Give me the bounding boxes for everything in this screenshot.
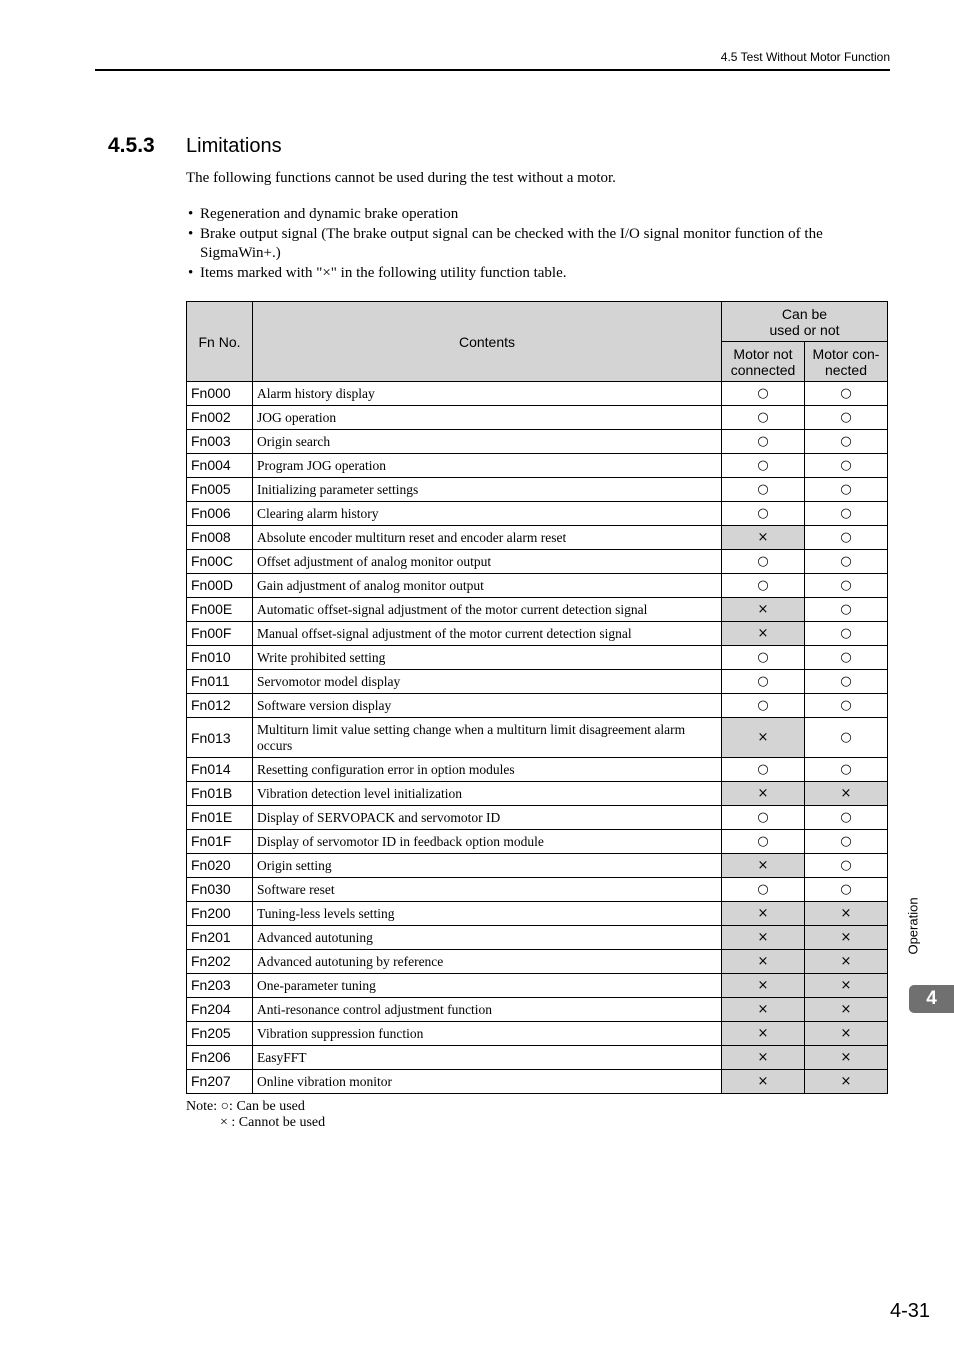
table-row <box>187 526 888 550</box>
fn-number-cell: Fn006 <box>187 502 253 526</box>
motor-not-connected-cell: ○ <box>722 806 805 830</box>
fn-number-cell: Fn01B <box>187 782 253 806</box>
motor-connected-cell: ○ <box>805 758 888 782</box>
header-contents: Contents <box>253 302 722 382</box>
motor-not-connected-cell: × <box>722 782 805 806</box>
table-row <box>187 718 888 758</box>
table-row <box>187 830 888 854</box>
contents-cell: Write prohibited setting <box>253 646 722 670</box>
header-can-be-used: Can be used or not <box>722 302 888 342</box>
motor-not-connected-cell: ○ <box>722 550 805 574</box>
table-row <box>187 382 888 406</box>
motor-not-connected-cell: × <box>722 1022 805 1046</box>
motor-connected-cell: ○ <box>805 382 888 406</box>
motor-not-connected-cell: × <box>722 998 805 1022</box>
motor-connected-cell: × <box>805 1070 888 1094</box>
header-fn-no: Fn No. <box>187 302 253 382</box>
table-row <box>187 902 888 926</box>
motor-not-connected-cell: × <box>722 926 805 950</box>
motor-not-connected-cell: ○ <box>722 382 805 406</box>
fn-number-cell: Fn011 <box>187 670 253 694</box>
table-row <box>187 478 888 502</box>
contents-cell: One-parameter tuning <box>253 974 722 998</box>
fn-number-cell: Fn002 <box>187 406 253 430</box>
contents-cell: Program JOG operation <box>253 454 722 478</box>
contents-cell: Absolute encoder multiturn reset and encoder alarm reset <box>253 526 722 550</box>
fn-number-cell: Fn000 <box>187 382 253 406</box>
table-row <box>187 1046 888 1070</box>
contents-cell: Advanced autotuning <box>253 926 722 950</box>
note-can-be-used: Note: ○: Can be used <box>186 1099 305 1114</box>
page-number: 4-31 <box>889 1300 930 1322</box>
motor-connected-cell: × <box>805 950 888 974</box>
bullet-item: • Brake output signal (The brake output signal can be checked with the I/O signal monitor function of the SigmaWin+.) <box>188 225 893 263</box>
utility-function-table <box>186 301 888 1094</box>
contents-cell: Vibration detection level initialization <box>253 782 722 806</box>
table-row <box>187 782 888 806</box>
contents-cell: Servomotor model display <box>253 670 722 694</box>
table-row <box>187 622 888 646</box>
contents-cell: EasyFFT <box>253 1046 722 1070</box>
contents-cell: Software version display <box>253 694 722 718</box>
contents-cell: Origin setting <box>253 854 722 878</box>
contents-cell: Multiturn limit value setting change when a multiturn limit disagreement alarm occurs <box>253 718 722 758</box>
fn-number-cell: Fn203 <box>187 974 253 998</box>
fn-number-cell: Fn004 <box>187 454 253 478</box>
motor-connected-cell: ○ <box>805 550 888 574</box>
table-row <box>187 502 888 526</box>
fn-number-cell: Fn00F <box>187 622 253 646</box>
motor-not-connected-cell: × <box>722 598 805 622</box>
section-title: Limitations <box>186 135 282 157</box>
fn-number-cell: Fn00E <box>187 598 253 622</box>
contents-cell: JOG operation <box>253 406 722 430</box>
motor-not-connected-cell: × <box>722 526 805 550</box>
table-row <box>187 974 888 998</box>
fn-number-cell: Fn207 <box>187 1070 253 1094</box>
contents-cell: Alarm history display <box>253 382 722 406</box>
fn-number-cell: Fn206 <box>187 1046 253 1070</box>
fn-number-cell: Fn00C <box>187 550 253 574</box>
motor-connected-cell: ○ <box>805 430 888 454</box>
motor-connected-cell: ○ <box>805 622 888 646</box>
motor-connected-cell: ○ <box>805 574 888 598</box>
table-row <box>187 926 888 950</box>
table-row <box>187 550 888 574</box>
motor-not-connected-cell: ○ <box>722 878 805 902</box>
contents-cell: Offset adjustment of analog monitor output <box>253 550 722 574</box>
table-row <box>187 454 888 478</box>
section-number: 4.5.3 <box>108 134 155 157</box>
chapter-tab: 4 <box>909 985 954 1013</box>
motor-not-connected-cell: ○ <box>722 830 805 854</box>
table-row <box>187 430 888 454</box>
motor-connected-cell: ○ <box>805 454 888 478</box>
header-motor-connected: Motor con- nected <box>805 342 888 382</box>
table-row <box>187 950 888 974</box>
fn-number-cell: Fn205 <box>187 1022 253 1046</box>
motor-not-connected-cell: ○ <box>722 758 805 782</box>
motor-connected-cell: ○ <box>805 598 888 622</box>
motor-not-connected-cell: ○ <box>722 502 805 526</box>
motor-not-connected-cell: ○ <box>722 406 805 430</box>
bullet-list <box>188 205 893 284</box>
table-row <box>187 694 888 718</box>
motor-connected-cell: ○ <box>805 406 888 430</box>
contents-cell: Online vibration monitor <box>253 1070 722 1094</box>
header-rule <box>95 69 890 71</box>
bullet-item: • Items marked with "×" in the following utility function table. <box>188 264 893 283</box>
motor-connected-cell: × <box>805 782 888 806</box>
motor-not-connected-cell: × <box>722 854 805 878</box>
contents-cell: Tuning-less levels setting <box>253 902 722 926</box>
fn-number-cell: Fn00D <box>187 574 253 598</box>
motor-connected-cell: ○ <box>805 670 888 694</box>
contents-cell: Advanced autotuning by reference <box>253 950 722 974</box>
motor-not-connected-cell: × <box>722 1046 805 1070</box>
fn-number-cell: Fn008 <box>187 526 253 550</box>
fn-number-cell: Fn202 <box>187 950 253 974</box>
table-row <box>187 806 888 830</box>
header-motor-not-connected: Motor not connected <box>722 342 805 382</box>
fn-number-cell: Fn010 <box>187 646 253 670</box>
contents-cell: Initializing parameter settings <box>253 478 722 502</box>
contents-cell: Resetting configuration error in option modules <box>253 758 722 782</box>
motor-not-connected-cell: ○ <box>722 574 805 598</box>
motor-connected-cell: ○ <box>805 502 888 526</box>
motor-not-connected-cell: × <box>722 622 805 646</box>
motor-not-connected-cell: ○ <box>722 694 805 718</box>
motor-not-connected-cell: ○ <box>722 454 805 478</box>
fn-number-cell: Fn204 <box>187 998 253 1022</box>
table-body <box>187 382 888 1094</box>
contents-cell: Display of SERVOPACK and servomotor ID <box>253 806 722 830</box>
motor-connected-cell: × <box>805 974 888 998</box>
contents-cell: Display of servomotor ID in feedback option module <box>253 830 722 854</box>
contents-cell: Clearing alarm history <box>253 502 722 526</box>
motor-connected-cell: ○ <box>805 694 888 718</box>
fn-number-cell: Fn013 <box>187 718 253 758</box>
motor-connected-cell: ○ <box>805 646 888 670</box>
fn-number-cell: Fn020 <box>187 854 253 878</box>
contents-cell: Software reset <box>253 878 722 902</box>
table-row <box>187 758 888 782</box>
motor-connected-cell: ○ <box>805 526 888 550</box>
motor-connected-cell: × <box>805 902 888 926</box>
motor-not-connected-cell: × <box>722 902 805 926</box>
fn-number-cell: Fn030 <box>187 878 253 902</box>
fn-number-cell: Fn012 <box>187 694 253 718</box>
motor-not-connected-cell: ○ <box>722 478 805 502</box>
fn-number-cell: Fn201 <box>187 926 253 950</box>
table-row <box>187 598 888 622</box>
contents-cell: Origin search <box>253 430 722 454</box>
fn-number-cell: Fn01E <box>187 806 253 830</box>
table-row <box>187 574 888 598</box>
motor-not-connected-cell: × <box>722 974 805 998</box>
motor-not-connected-cell: × <box>722 718 805 758</box>
table-row <box>187 646 888 670</box>
fn-number-cell: Fn200 <box>187 902 253 926</box>
chapter-side-label: Operation <box>905 897 921 955</box>
motor-not-connected-cell: × <box>722 1070 805 1094</box>
motor-connected-cell: ○ <box>805 854 888 878</box>
motor-connected-cell: ○ <box>805 478 888 502</box>
bullet-item: • Regeneration and dynamic brake operation <box>188 205 893 224</box>
intro-text: The following functions cannot be used during the test without a motor. <box>186 170 616 186</box>
motor-connected-cell: × <box>805 926 888 950</box>
motor-connected-cell: ○ <box>805 878 888 902</box>
motor-connected-cell: ○ <box>805 806 888 830</box>
fn-number-cell: Fn005 <box>187 478 253 502</box>
motor-connected-cell: ○ <box>805 718 888 758</box>
fn-number-cell: Fn01F <box>187 830 253 854</box>
motor-not-connected-cell: ○ <box>722 430 805 454</box>
contents-cell: Manual offset-signal adjustment of the motor current detection signal <box>253 622 722 646</box>
motor-connected-cell: × <box>805 1022 888 1046</box>
contents-cell: Vibration suppression function <box>253 1022 722 1046</box>
motor-connected-cell: × <box>805 1046 888 1070</box>
table-row <box>187 670 888 694</box>
contents-cell: Automatic offset-signal adjustment of the motor current detection signal <box>253 598 722 622</box>
motor-connected-cell: × <box>805 998 888 1022</box>
table-row <box>187 1022 888 1046</box>
motor-not-connected-cell: × <box>722 950 805 974</box>
table-note <box>186 1099 325 1131</box>
motor-not-connected-cell: ○ <box>722 646 805 670</box>
motor-connected-cell: ○ <box>805 830 888 854</box>
fn-number-cell: Fn003 <box>187 430 253 454</box>
table-row <box>187 998 888 1022</box>
table-row <box>187 1070 888 1094</box>
contents-cell: Gain adjustment of analog monitor output <box>253 574 722 598</box>
motor-not-connected-cell: ○ <box>722 670 805 694</box>
contents-cell: Anti-resonance control adjustment function <box>253 998 722 1022</box>
table-row <box>187 406 888 430</box>
table-row <box>187 878 888 902</box>
note-cannot-be-used: × : Cannot be used <box>220 1115 326 1130</box>
running-header: 4.5 Test Without Motor Function <box>720 50 890 64</box>
fn-number-cell: Fn014 <box>187 758 253 782</box>
table-row <box>187 854 888 878</box>
